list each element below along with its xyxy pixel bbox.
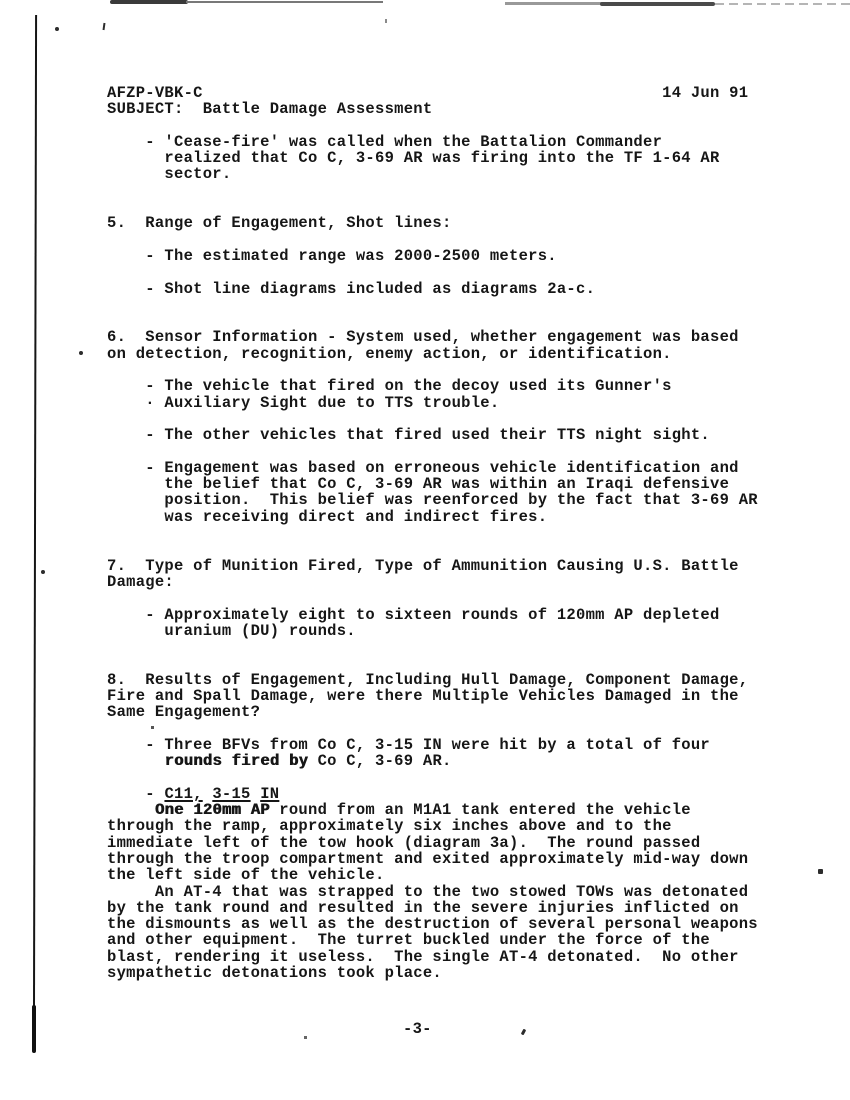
text-line: - The vehicle that fired on the decoy used its Gunner's [107, 377, 672, 396]
text-line [107, 118, 758, 134]
text-line: through the ramp, approximately six inches above and to the [107, 817, 672, 836]
text-line: - 'Cease-fire' was called when the Battalion Commander [107, 132, 663, 151]
text-line: the dismounts as well as the destruction of several personal weapons [107, 915, 758, 934]
document-body [107, 85, 758, 981]
text-line [107, 769, 758, 785]
text-line [107, 639, 758, 655]
text-line [107, 313, 758, 329]
scan-speck [818, 869, 823, 874]
text-line: 5. Range of Engagement, Shot lines: [107, 214, 452, 233]
text-line [107, 199, 758, 215]
text-line: rounds fired by Co C, 3-69 AR. [164, 752, 452, 771]
text-line: position. This belief was reenforced by the fact that 3-69 AR [107, 491, 758, 510]
text-line [107, 232, 758, 248]
text-line [107, 525, 758, 541]
page-number: -3- [403, 1020, 432, 1038]
text-line: - C11, 3-15 IN [107, 784, 280, 803]
text-line: 8. Results of Engagement, Including Hull Damage, Component Damage, [107, 670, 749, 689]
text-line [107, 264, 758, 280]
text-line: - Three BFVs from Co C, 3-15 IN were hit by a total of four [107, 735, 711, 754]
text-line: was receiving direct and indirect fires. [107, 507, 548, 526]
text-line: - The other vehicles that fired used their TTS night sight. [107, 426, 711, 445]
scan-speck [55, 27, 59, 31]
text-line [107, 444, 758, 460]
text-line: - Engagement was based on erroneous vehicle identification and [107, 458, 739, 477]
text-line [107, 590, 758, 606]
text-line: SUBJECT: Battle Damage Assessment [107, 100, 433, 119]
text-line: Same Engagement? [107, 703, 261, 722]
text-line [107, 362, 758, 378]
scan-streak [715, 3, 850, 5]
text-line: - The estimated range was 2000-2500 meters. [107, 246, 557, 265]
text-line: by the tank round and resulted in the severe injuries inflicted on [107, 898, 739, 917]
text-line: One 120mm AP round from an M1A1 tank entered the vehicle [154, 801, 691, 820]
text-line: An AT-4 that was strapped to the two stowed TOWs was detonated [107, 882, 749, 901]
scan-speck [41, 570, 45, 574]
scan-vertical-line [33, 15, 37, 1050]
scan-streak [186, 1, 383, 3]
text-line [107, 411, 758, 427]
text-line: and other equipment. The turret buckled under the force of the [107, 931, 711, 950]
text-line: sympathetic detonations took place. [107, 964, 443, 983]
scan-speck [521, 1029, 526, 1036]
text-line: on detection, recognition, enemy action, or identification. [107, 344, 672, 363]
text-line: through the troop compartment and exited approximately mid-way down [107, 849, 749, 868]
text-line: Fire and Spall Damage, were there Multiple Vehicles Damaged in the [107, 686, 739, 705]
text-line: blast, rendering it useless. The single AT-4 detonated. No other [107, 947, 739, 966]
text-line: the belief that Co C, 3-69 AR was within an Iraqi defensive [107, 475, 730, 494]
scan-streak [505, 2, 605, 5]
text-line: sector. [107, 165, 232, 184]
text-line: · Auxiliary Sight due to TTS trouble. [107, 393, 500, 412]
scan-speck [79, 351, 83, 355]
text-line [107, 655, 758, 671]
text-line: 7. Type of Munition Fired, Type of Ammunition Causing U.S. Battle [107, 556, 739, 575]
text-line: immediate left of the tow hook (diagram 3a). The round passed [107, 833, 701, 852]
text-line: realized that Co C, 3-69 AR was firing into the TF 1-64 AR [107, 149, 720, 168]
scan-streak [600, 2, 715, 6]
text-line: - Shot line diagrams included as diagrams 2a-c. [107, 279, 596, 298]
scan-speck [385, 19, 387, 23]
text-line [107, 721, 758, 737]
text-line: - Approximately eight to sixteen rounds of 120mm AP depleted [107, 605, 720, 624]
scan-speck [304, 1036, 307, 1039]
text-line: uranium (DU) rounds. [107, 621, 356, 640]
text-line [107, 183, 758, 199]
scan-vertical-line-cap [32, 1005, 36, 1053]
text-line: Damage: [107, 572, 175, 591]
text-line: the left side of the vehicle. [107, 866, 385, 885]
text-line [107, 297, 758, 313]
scan-speck [103, 23, 106, 30]
text-line: AFZP-VBK-C 14 Jun 91 [107, 84, 749, 102]
text-line: 6. Sensor Information - System used, whether engagement was based [107, 328, 739, 347]
scan-streak [110, 0, 188, 4]
text-line [107, 541, 758, 557]
